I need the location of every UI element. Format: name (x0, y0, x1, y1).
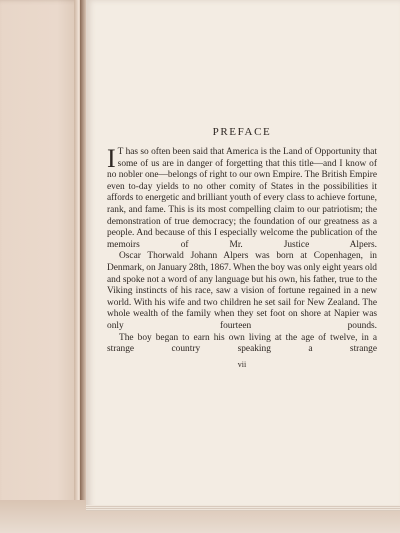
page-number: vii (237, 359, 247, 369)
page-stack-edge (86, 505, 400, 511)
left-page (0, 0, 82, 533)
paragraph-2: Oscar Thorwald Johann Alpers was born at Copenhagen, in Denmark, on January 28th, 1867. When the boy was only eight years old and spoke not a word of any language but his own, his father, true to the Viking instincts of his race, saw a vision of fortune regained in a new world. With his wife and two children he set sail for New Zealand. The whole wealth of the family when they set foot on shore at Napier was only fourteen pounds. (107, 251, 377, 331)
preface-text (107, 126, 377, 369)
drop-cap: I (107, 144, 116, 173)
paragraph-3: The boy began to earn his own living at the age of twelve, in a strange country speaking a strange (107, 332, 377, 355)
paragraph-1 (107, 144, 377, 251)
paragraph-1-text: T has so often been said that America is the Land of Opportunity that some of us are in danger of forgetting that this title—and I know of no nobler one—belongs of right to our own Empire. The British Empire even to-day yields to no other comity of States in the possibilities it affords to energetic and brilliant youth of every class to achieve fortune, rank, and fame. This is its most compelling claim to our patriotism; the demonstration of true democracy; the foundation of our greatness as a people. And because of this I especially welcome the publication of the memoirs of Mr. Justice Alpers. (107, 147, 377, 250)
page-title: PREFACE (212, 126, 272, 138)
